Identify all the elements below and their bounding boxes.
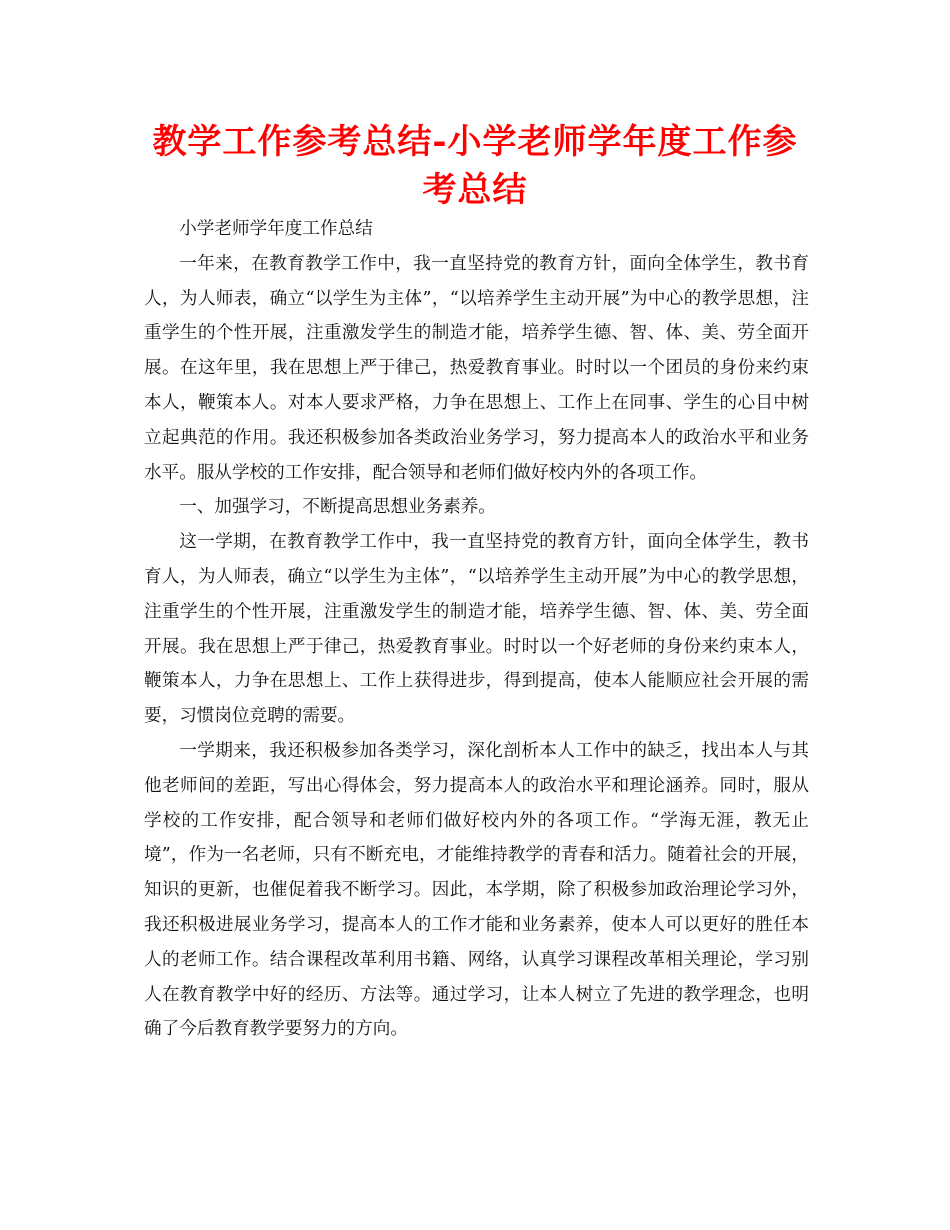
paragraph: 一年来，在教育教学工作中，我一直坚持党的教育方针，面向全体学生，教书育人，为人师表，确立“以学生为主体”，“以培养学生主动开展”为中心的教学思想，注重学生的个性开展，注重激发学生的制造才能，培养学生德、智、体、美、劳全面开展。在这年里，我在思想上严于律己，热爱教育事业。时时以一个团员的身份来约束本人，鞭策本人。对本人要求严格，力争在思想上、工作上在同事、学生的心目中树立起典范的作用。我还积极参加各类政治业务学习，努力提高本人的政治水平和业务水平。服从学校的工作安排，配合领导和老师们做好校内外的各项工作。 — [144, 253, 809, 483]
section-heading: 一、加强学习，不断提高思想业务素养。 — [179, 497, 496, 518]
paragraph: 这一学期，在教育教学工作中，我一直坚持党的教育方针，面向全体学生，教书育人，为人师表，确立“以学生为主体”，“以培养学生主动开展”为中心的教学思想，注重学生的个性开展，注重激发学生的制造才能，培养学生德、智、体、美、劳全面开展。我在思想上严于律己，热爱教育事业。时时以一个好老师的身份来约束本人，鞭策本人，力争在思想上、工作上获得进步，得到提高，使本人能顺应社会开展的需要，习惯岗位竞聘的需要。 — [144, 532, 809, 727]
paragraph: 一学期来，我还积极参加各类学习，深化剖析本人工作中的缺乏，找出本人与其他老师间的差距，写出心得体会，努力提高本人的政治水平和理论涵养。同时，服从学校的工作安排，配合领导和老师们做好校内外的各项工作。“学海无涯，教无止境”，作为一名老师，只有不断充电，才能维持教学的青春和活力。随着社会的开展，知识的更新，也催促着我不断学习。因此，本学期，除了积极参加政治理论学习外，我还积极进展业务学习，提高本人的工作才能和业务素养，使本人可以更好的胜任本人的老师工作。结合课程改革利用书籍、网络，认真学习课程改革相关理论，学习别人在教育教学中好的经历、方法等。通过学习，让本人树立了先进的教学理念，也明确了今后教育教学要努力的方向。 — [144, 740, 809, 1040]
document-title: 教学工作参考总结-小学老师学年度工作参考总结 — [152, 122, 798, 210]
paragraph-subtitle: 小学老师学年度工作总结 — [179, 219, 373, 239]
document-body — [144, 212, 809, 1047]
